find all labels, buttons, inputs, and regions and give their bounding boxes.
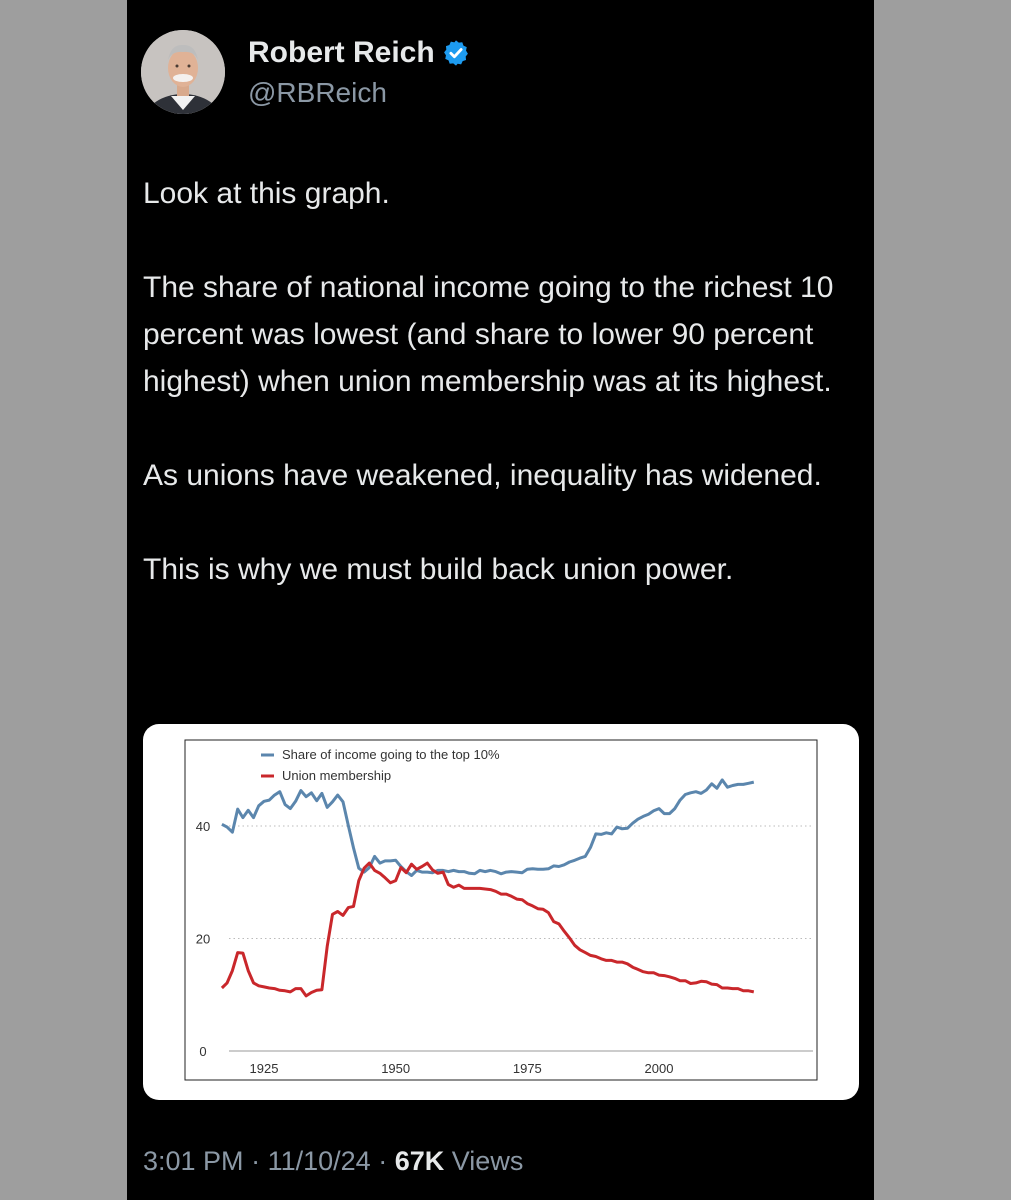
tweet-paragraph: This is why we must build back union power.: [143, 553, 734, 586]
avatar[interactable]: [141, 30, 225, 114]
verified-badge-icon: [442, 39, 470, 67]
tweet-text: [143, 170, 858, 593]
x-tick-label: 1950: [381, 1061, 411, 1076]
chart-series: [222, 780, 754, 996]
avatar-portrait: [141, 30, 225, 114]
author-display-name[interactable]: Robert Reich: [248, 36, 435, 69]
views-count: 67K: [394, 1146, 445, 1176]
author-name-row[interactable]: [248, 36, 470, 70]
x-tick-label: 2000: [644, 1061, 674, 1076]
x-tick-label: 1925: [249, 1061, 279, 1076]
series-line-union-membership: [222, 863, 754, 996]
tweet-paragraph: As unions have weakened, inequality has widened.: [143, 459, 822, 492]
y-axis-ticks: [196, 819, 210, 1059]
y-tick-label: 0: [199, 1044, 207, 1059]
tweet-paragraph: The share of national income going to the richest 10 percent was lowest (and share to lower 90 percent highest) when union membership was at its highest.: [143, 271, 834, 398]
line-chart: [143, 724, 859, 1100]
legend-label: Union membership: [282, 768, 392, 783]
views-label: Views: [451, 1146, 524, 1176]
series-line-top10-share: [222, 780, 754, 876]
tweet-card: [127, 0, 874, 1200]
tweet-time[interactable]: 3:01 PM: [143, 1146, 244, 1176]
y-tick-label: 40: [195, 819, 211, 834]
y-tick-label: 20: [195, 931, 211, 947]
x-tick-label: 1975: [512, 1061, 542, 1076]
tweet-date[interactable]: 11/10/24: [267, 1146, 371, 1176]
chart-gridlines: [229, 826, 813, 1051]
x-axis-ticks: [250, 1061, 674, 1076]
attached-chart-image[interactable]: [143, 724, 859, 1100]
tweet-meta: [143, 1146, 523, 1177]
tweet-paragraph: Look at this graph.: [143, 177, 390, 210]
chart-legend: [261, 747, 500, 783]
legend-label: Share of income going to the top 10%: [282, 747, 500, 762]
meta-separator: ·: [251, 1146, 261, 1176]
author-handle[interactable]: @RBReich: [248, 77, 387, 108]
meta-separator: ·: [378, 1146, 388, 1176]
